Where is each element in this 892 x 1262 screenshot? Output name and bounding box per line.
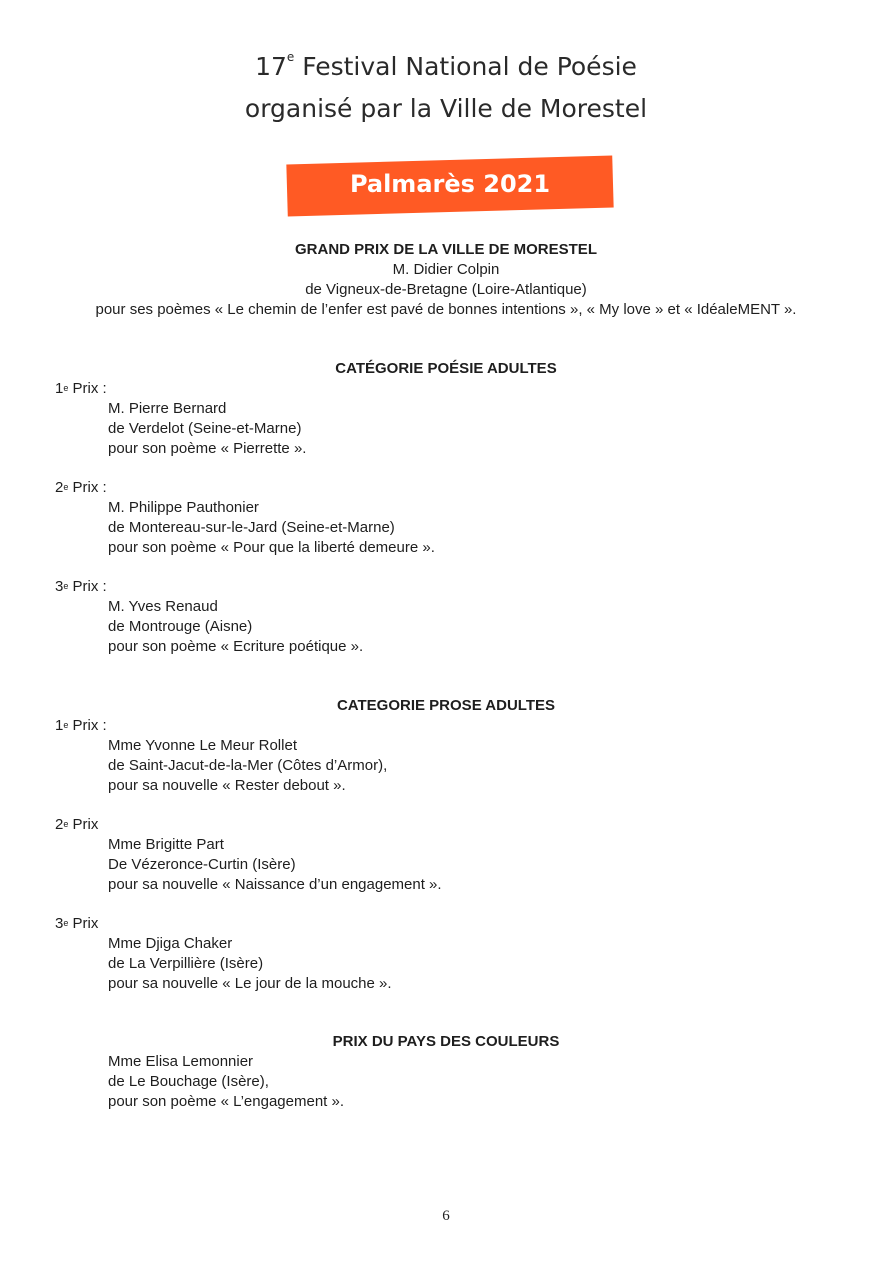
poesie-prize-1-place: de Verdelot (Seine-et-Marne)	[108, 420, 302, 437]
grand-prix-work: pour ses poèmes « Le chemin de l’enfer est pavé de bonnes intentions », « My love » et « IdéaleMENT ».	[95, 301, 797, 318]
prose-prize-1-work: pour sa nouvelle « Rester debout ».	[108, 777, 346, 794]
poesie-prize-2-place: de Montereau-sur-le-Jard (Seine-et-Marne)	[108, 519, 395, 536]
poesie-prize-2-work: pour son poème « Pour que la liberté demeure ».	[108, 539, 435, 556]
poesie-prize-3-place: de Montrouge (Aisne)	[108, 618, 253, 635]
prose-prize-3-name: Mme Djiga Chaker	[108, 935, 233, 952]
prose-prize-1-label: 1e Prix :	[55, 717, 107, 734]
pays-couleurs-work: pour son poème « L’engagement ».	[108, 1093, 345, 1110]
prose-prize-1-name: Mme Yvonne Le Meur Rollet	[108, 737, 297, 754]
poesie-prize-1-name: M. Pierre Bernard	[108, 400, 227, 417]
grand-prix-place: de Vigneux-de-Bretagne (Loire-Atlantique)	[305, 281, 587, 298]
prose-prize-1-place: de Saint-Jacut-de-la-Mer (Côtes d’Armor),	[108, 757, 388, 774]
grand-prix-heading: GRAND PRIX DE LA VILLE DE MORESTEL	[295, 241, 597, 258]
prose-prize-3-label: 3e Prix	[55, 915, 99, 932]
palmares-banner-text: Palmarès 2021	[349, 170, 551, 198]
poesie-prize-2-name: M. Philippe Pauthonier	[108, 499, 259, 516]
prose-adultes-heading: CATEGORIE PROSE ADULTES	[336, 697, 556, 714]
poesie-adultes-heading: CATÉGORIE POÉSIE ADULTES	[335, 360, 557, 377]
prose-prize-2-label: 2e Prix	[55, 816, 99, 833]
prose-prize-2-place: De Vézeronce-Curtin (Isère)	[108, 856, 296, 873]
pays-couleurs-heading: PRIX DU PAYS DES COULEURS	[332, 1033, 560, 1050]
poesie-prize-2-label: 2e Prix :	[55, 479, 107, 496]
poesie-prize-3-name: M. Yves Renaud	[108, 598, 218, 615]
prose-prize-2-name: Mme Brigitte Part	[108, 836, 224, 853]
poesie-prize-3-work: pour son poème « Ecriture poétique ».	[108, 638, 364, 655]
festival-subtitle: organisé par la Ville de Morestel	[244, 94, 648, 123]
poesie-prize-1-label: 1e Prix :	[55, 380, 107, 397]
prose-prize-3-work: pour sa nouvelle « Le jour de la mouche ».	[108, 975, 392, 992]
festival-title: 17e Festival National de Poésie	[255, 50, 637, 81]
poesie-prize-1-work: pour son poème « Pierrette ».	[108, 440, 307, 457]
poesie-prize-3-label: 3e Prix :	[55, 578, 107, 595]
prose-prize-2-work: pour sa nouvelle « Naissance d’un engagement ».	[108, 876, 442, 893]
pays-couleurs-name: Mme Elisa Lemonnier	[108, 1053, 254, 1070]
prose-prize-3-place: de La Verpillière (Isère)	[108, 955, 264, 972]
grand-prix-name: M. Didier Colpin	[392, 261, 500, 278]
pays-couleurs-place: de Le Bouchage (Isère),	[108, 1073, 269, 1090]
page-number: 6	[442, 1208, 450, 1224]
